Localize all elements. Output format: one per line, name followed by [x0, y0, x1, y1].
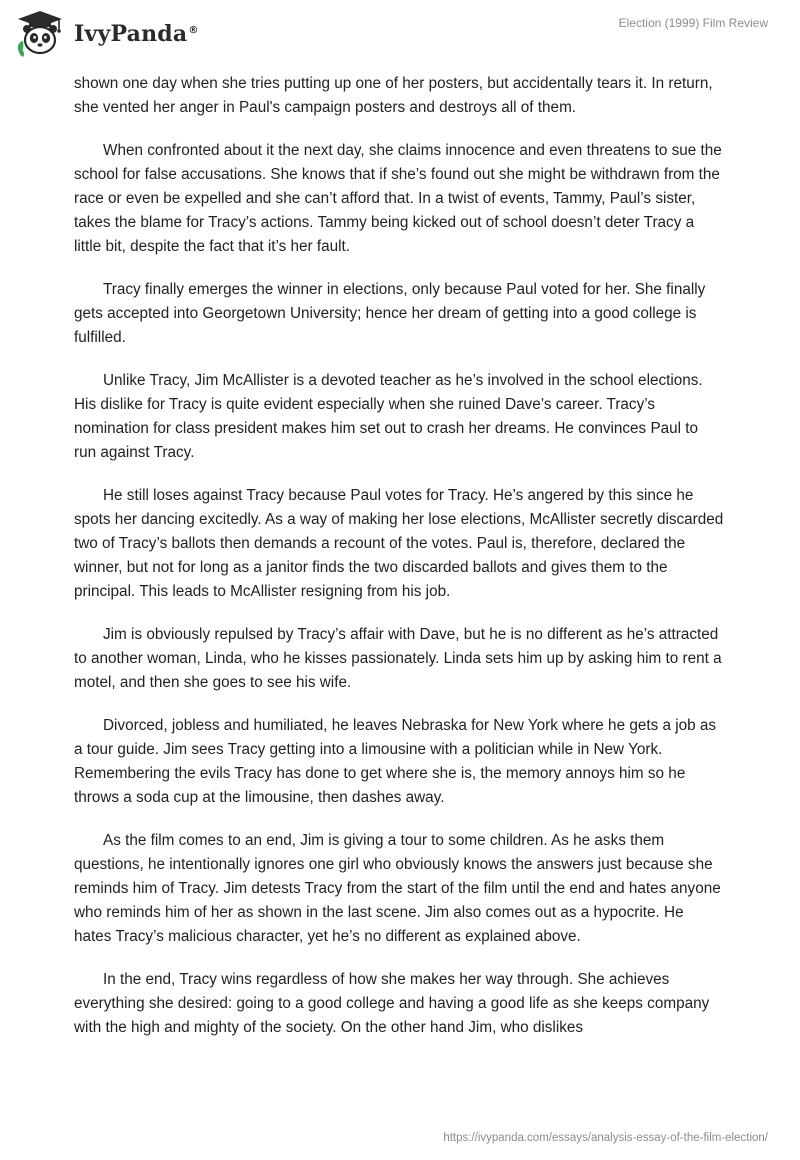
paragraph: Divorced, jobless and humiliated, he leaves Nebraska for New York where he gets a job as a tour guide. Jim sees Tracy getting into a limousine with a politician while in New York. Remembering the evils Tracy has done to get where she is, the memory annoys him so he throws a soda cup at the limousine, then dashes away.	[74, 717, 717, 806]
source-url-link[interactable]: https://ivypanda.com/essays/analysis-essay-of-the-film-election/	[443, 1132, 768, 1144]
ivypanda-logo[interactable]	[14, 8, 199, 60]
paragraph: Unlike Tracy, Jim McAllister is a devoted teacher as he’s involved in the school elections. His dislike for Tracy is quite evident especially when she ruined Dave’s career. Tracy’s nomination for class president makes him set out to crash her dreams. He convinces Paul to run against Tracy.	[74, 372, 703, 461]
registered-mark: ®	[188, 24, 199, 36]
document-title: Election (1999) Film Review	[618, 16, 768, 30]
paragraph: When confronted about it the next day, she claims innocence and even threatens to sue the school for false accusations. She knows that if she’s found out she might be withdrawn from the race or even be expelled and she can’t afford that. In a twist of events, Tammy, Paul’s sister, takes the blame for Tracy’s actions. Tammy being kicked out of school doesn’t deter Tracy a little bit, despite the fact that it’s her fault.	[74, 142, 722, 255]
paragraph: In the end, Tracy wins regardless of how she makes her way through. She achieves everything she desired: going to a good college and having a good life as she keeps company with the high and mighty of the society. On the other hand Jim, who dislikes	[74, 971, 710, 1036]
page-header	[0, 0, 800, 70]
logo-wordmark: IvyPanda®	[74, 21, 199, 47]
panda-graduate-icon	[14, 8, 66, 60]
paragraph: Jim is obviously repulsed by Tracy’s affair with Dave, but he is no different as he’s attracted to another woman, Linda, who he kisses passionately. Linda sets him up by asking him to rent a motel, and then she goes to see his wife.	[74, 626, 722, 691]
paragraph: He still loses against Tracy because Paul votes for Tracy. He’s angered by this since he spots her dancing excitedly. As a way of making her lose elections, McAllister secretly discarded two of Tracy’s ballots then demands a recount of the votes. Paul is, therefore, declared the winner, but not for long as a janitor finds the two discarded ballots and gives them to the principal. This leads to McAllister resigning from his job.	[74, 487, 724, 600]
article-body	[74, 72, 724, 1059]
paragraph: Tracy finally emerges the winner in elections, only because Paul voted for her. She finally gets accepted into Georgetown University; hence her dream of getting into a good college is fulfilled.	[74, 281, 706, 346]
paragraph: As the film comes to an end, Jim is giving a tour to some children. As he asks them questions, he intentionally ignores one girl who obviously knows the answers just because she reminds him of Tracy. Jim detests Tracy from the start of the film until the end and hates anyone who reminds him of her as shown in the last scene. Jim also comes out as a hypocrite. He hates Tracy’s malicious character, yet he’s no different as explained above.	[74, 832, 721, 945]
paragraph: shown one day when she tries putting up one of her posters, but accidentally tears it. In return, she vented her anger in Paul's campaign posters and destroys all of them.	[74, 75, 713, 116]
